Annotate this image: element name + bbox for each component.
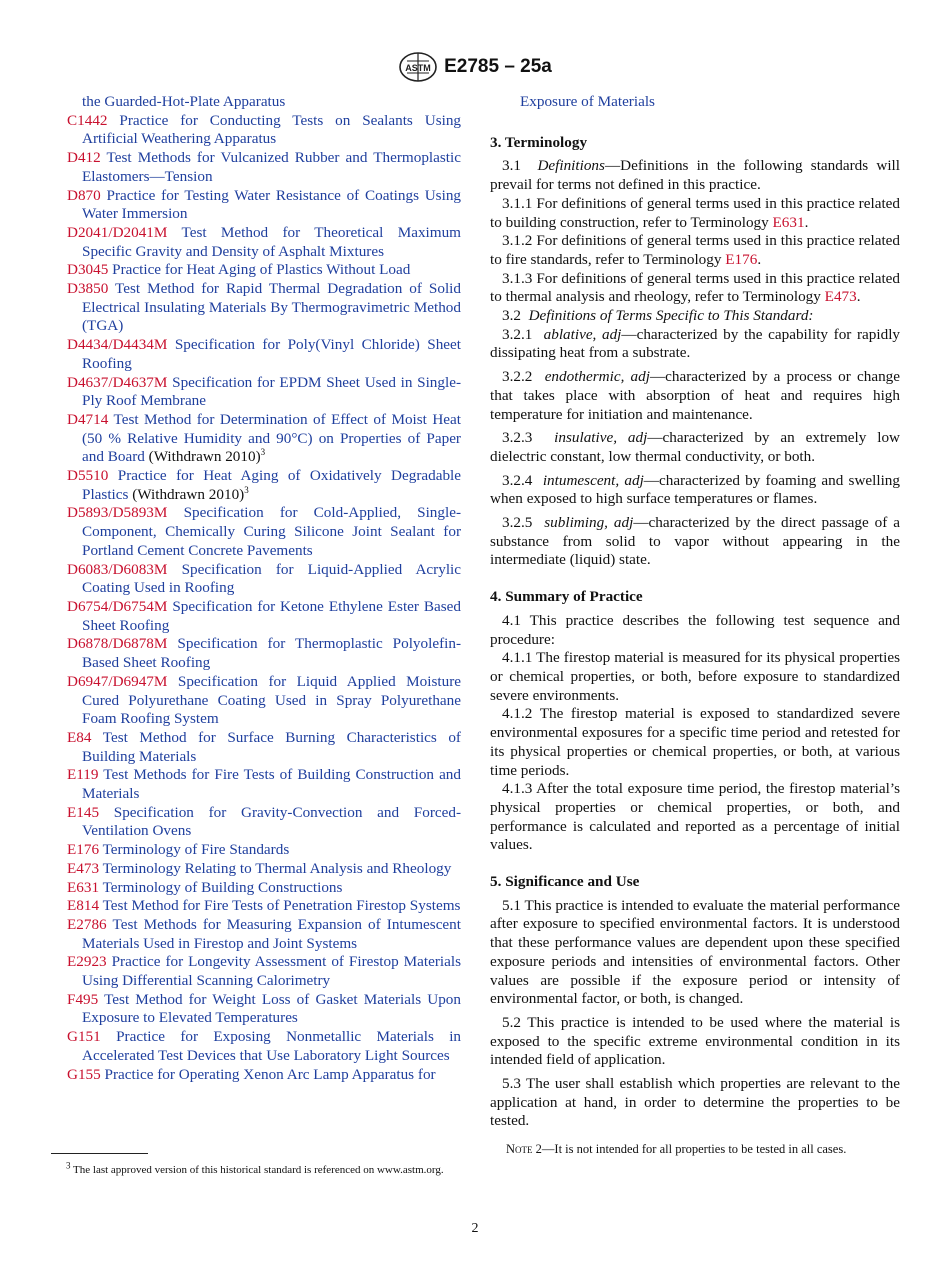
- reference-code[interactable]: D2041/D2041M: [67, 223, 168, 241]
- paragraph-3-1-1: 3.1.1 For definitions of general terms used in this practice related to building construction, refer to Terminology E631.: [490, 194, 900, 231]
- reference-code[interactable]: E119: [67, 766, 99, 784]
- reference-item[interactable]: [67, 1066, 461, 1085]
- reference-title[interactable]: Test Method for Determination of Effect of Moist Heat (50 % Relative Humidity and 90°C) on Properties of Paper and Board: [82, 410, 461, 466]
- reference-code[interactable]: D870: [67, 186, 101, 204]
- footnote-ref: 3: [244, 484, 249, 495]
- definition-3-2-3: 3.2.3 insulative, adj—characterized by an extremely low dielectric constant, low thermal conductivity, or both.: [490, 429, 901, 465]
- section-4-heading: 4. Summary of Practice: [490, 588, 643, 606]
- section-5-paragraph: 5.3 The user shall establish which properties are relevant to the application at hand, in order to determine the properties to be tested.: [490, 1075, 900, 1130]
- reference-item[interactable]: [67, 804, 461, 841]
- reference-code[interactable]: D4637/D4637M: [67, 373, 168, 391]
- reference-code[interactable]: E84: [67, 728, 92, 746]
- paragraph-3-2: 3.2 Definitions of Terms Specific to This Standard:: [502, 307, 814, 325]
- section-5-paragraph: 5.1 This practice is intended to evaluate the material performance after exposure to specified environmental factors. It is understood that these performance values are dependent upon these specified exposure periods and intensities of environmental factors. Other values are possible if the exposure period or intensity of environmental factor, or both, is changed.: [490, 896, 900, 1008]
- reference-item[interactable]: [67, 561, 461, 598]
- definition-term: insulative, adj: [554, 429, 648, 447]
- definitions-list: [490, 326, 900, 570]
- reference-item[interactable]: [67, 504, 461, 560]
- reference-title[interactable]: Test Methods for Measuring Expansion of Intumescent Materials Used in Firestop and Joint Systems: [82, 915, 461, 952]
- reference-item[interactable]: [67, 112, 461, 149]
- definition-term: subliming, adj: [544, 514, 634, 532]
- reference-code[interactable]: G155: [67, 1065, 101, 1083]
- reference-item[interactable]: [67, 897, 461, 916]
- page-header: [0, 50, 950, 84]
- reference-code[interactable]: D3850: [67, 280, 109, 298]
- reference-item[interactable]: [67, 860, 461, 879]
- section-4-paragraph: 4.1.3 After the total exposure time period, the firestop material’s physical properties or chemical properties, or both, and performance is calculated and reported as a percentage of initial values.: [490, 780, 900, 854]
- right-column: [490, 93, 900, 1159]
- reference-title[interactable]: Practice for Longevity Assessment of Firestop Materials Using Differential Scanning Calorimetry: [82, 953, 461, 990]
- reference-title[interactable]: Practice for Heat Aging of Plastics Without Load: [112, 261, 411, 279]
- reference-item[interactable]: [67, 149, 461, 186]
- page-number: 2: [471, 1221, 479, 1236]
- reference-title[interactable]: Practice for Heat Aging of Oxidatively Degradable Plastics: [82, 467, 462, 503]
- reference-item[interactable]: [67, 374, 461, 411]
- reference-title[interactable]: Specification for Gravity-Convection and Forced-Ventilation Ovens: [82, 803, 462, 840]
- reference-title[interactable]: Specification for EPDM Sheet Used in Single-Ply Roof Membrane: [82, 373, 462, 410]
- footnote-ref: 3: [260, 447, 266, 458]
- reference-item[interactable]: [67, 280, 461, 336]
- reference-title[interactable]: Practice for Testing Water Resistance of Coatings Using Water Immersion: [82, 186, 462, 223]
- link-e631[interactable]: E631: [772, 213, 805, 231]
- reference-item[interactable]: [67, 1028, 461, 1065]
- reference-title[interactable]: Terminology of Building Constructions: [102, 878, 343, 896]
- reference-code[interactable]: E176: [67, 841, 100, 859]
- reference-item[interactable]: [67, 879, 461, 898]
- section-4-paragraph: 4.1.1 The firestop material is measured for its physical properties or chemical properties, or both, before exposure to standardized severe environments.: [490, 649, 900, 704]
- withdrawn-note: (Withdrawn 2010): [128, 485, 245, 503]
- reference-code[interactable]: E2923: [67, 953, 107, 971]
- reference-code[interactable]: D6947/D6947M: [67, 672, 168, 690]
- reference-title[interactable]: Practice for Exposing Nonmetallic Materials in Accelerated Test Devices that Use Laboratory Light Sources: [82, 1028, 462, 1064]
- reference-item[interactable]: [67, 916, 461, 953]
- reference-item[interactable]: [67, 991, 461, 1028]
- paragraph-3-1-2: 3.1.2 For definitions of general terms used in this practice related to fire standards, refer to Terminology E176.: [490, 232, 900, 268]
- reference-item[interactable]: [67, 224, 461, 261]
- reference-item[interactable]: [67, 673, 461, 729]
- reference-code[interactable]: D6083/D6083M: [67, 560, 168, 578]
- definition-term: intumescent, adj: [542, 471, 644, 489]
- reference-title[interactable]: the Guarded-Hot-Plate Apparatus: [82, 93, 286, 110]
- section-4-paragraph: 4.1 This practice describes the following test sequence and procedure:: [490, 611, 900, 648]
- section-3-heading: 3. Terminology: [490, 133, 588, 151]
- footnote-divider: [51, 1153, 148, 1154]
- reference-code[interactable]: E473: [67, 859, 100, 877]
- paragraph-3-1-3: 3.1.3 For definitions of general terms used in this practice related to thermal analysis and rheology, refer to Terminology E473.: [490, 269, 900, 306]
- reference-item[interactable]: [67, 953, 461, 990]
- reference-title[interactable]: Specification for Cold-Applied, Single-Component, Chemically Curing Silicone Joint Sealant for Portland Cement Concrete Pavements: [82, 504, 462, 559]
- definition-3-2-2: 3.2.2 endothermic, adj—characterized by a process or change that takes place with absorption of heat and requires high temperature for initiation and maintenance.: [490, 368, 900, 423]
- reference-title[interactable]: Terminology Relating to Thermal Analysis and Rheology: [102, 859, 452, 877]
- section-4-paragraph: 4.1.2 The firestop material is exposed to standardized severe environmental exposures for a specific time period and retested for its physical properties or chemical properties, or both, at various time periods.: [490, 705, 900, 779]
- reference-list: [67, 93, 461, 1084]
- section-5-paragraph: 5.2 This practice is intended to be used where the material is exposed to the specific extreme environmental condition in its intended field of application.: [490, 1013, 900, 1069]
- reference-title[interactable]: Test Method for Theoretical Maximum Specific Gravity and Density of Asphalt Mixtures: [82, 223, 461, 260]
- reference-title[interactable]: Specification for Ketone Ethylene Ester Based Sheet Roofing: [82, 597, 462, 634]
- section-5-body: [490, 897, 900, 1131]
- reference-title[interactable]: Test Method for Surface Burning Characteristics of Building Materials: [82, 728, 461, 765]
- reference-title[interactable]: Test Method for Weight Loss of Gasket Materials Upon Exposure to Elevated Temperatures: [82, 990, 461, 1027]
- reference-code[interactable]: E2786: [67, 915, 107, 933]
- reference-code[interactable]: D5510: [67, 467, 109, 485]
- reference-item[interactable]: [67, 411, 461, 467]
- link-e473[interactable]: E473: [824, 288, 857, 306]
- reference-code[interactable]: D412: [67, 149, 101, 167]
- reference-title[interactable]: Specification for Liquid Applied Moisture Cured Polyurethane Coating Used in Spray Polyurethane Foam Roofing System: [82, 672, 462, 728]
- svg-text:ASTM: ASTM: [405, 63, 431, 73]
- definition-3-2-5: 3.2.5 subliming, adj—characterized by the direct passage of a substance from solid to vapor without appearing in the intermediate (liquid) state.: [490, 514, 900, 569]
- definition-term: ablative, adj: [543, 325, 622, 343]
- reference-title[interactable]: Practice for Conducting Tests on Sealants Using Artificial Weathering Apparatus: [82, 111, 462, 148]
- paragraph-3-1: 3.1 Definitions—Definitions in the following standards will prevail for terms not defined in this practice.: [490, 157, 900, 194]
- definition-3-2-4: 3.2.4 intumescent, adj—characterized by foaming and swelling when exposed to high surface temperatures or flames.: [490, 471, 900, 508]
- reference-title[interactable]: Practice for Operating Xenon Arc Lamp Apparatus for: [104, 1065, 436, 1083]
- reference-title[interactable]: Terminology of Fire Standards: [102, 841, 290, 859]
- reference-title[interactable]: Test Methods for Fire Tests of Building Construction and Materials: [82, 766, 461, 803]
- reference-title[interactable]: Test Method for Fire Tests of Penetration Firestop Systems: [102, 897, 461, 915]
- definition-3-2-1: 3.2.1 ablative, adj—characterized by the capability for rapidly dissipating heat from a substrate.: [490, 325, 901, 362]
- reference-code[interactable]: D3045: [67, 261, 109, 279]
- reference-item[interactable]: [67, 261, 461, 280]
- reference-item[interactable]: [67, 336, 461, 373]
- section-5-heading: 5. Significance and Use: [490, 873, 640, 891]
- reference-item[interactable]: [67, 598, 461, 635]
- reference-code[interactable]: D4714: [67, 410, 109, 428]
- link-e176[interactable]: E176: [725, 250, 758, 268]
- reference-title[interactable]: Specification for Thermoplastic Polyolefin-Based Sheet Roofing: [82, 635, 462, 672]
- reference-title[interactable]: Specification for Liquid-Applied Acrylic Coating Used in Roofing: [82, 560, 461, 597]
- reference-code[interactable]: C1442: [67, 111, 108, 129]
- reference-code[interactable]: F495: [67, 990, 99, 1008]
- reference-code[interactable]: E631: [67, 878, 100, 896]
- reference-item[interactable]: [67, 187, 461, 224]
- footnote-3: $^3$ The last approved version of this historical standard is referenced on www.astm.org.: [66, 1160, 444, 1176]
- reference-item[interactable]: [67, 841, 461, 860]
- reference-code[interactable]: E145: [67, 803, 100, 821]
- reference-code[interactable]: D4434/D4434M: [67, 336, 168, 354]
- note-2: Note 2—It is not intended for all properties to be tested in all cases.: [506, 1142, 847, 1157]
- reference-title[interactable]: Test Method for Rapid Thermal Degradation of Solid Electrical Insulating Materials By Thermogravimetric Method (TGA): [82, 280, 461, 335]
- section-4-body: [490, 612, 900, 855]
- reference-title[interactable]: Test Methods for Vulcanized Rubber and Thermoplastic Elastomers—Tension: [82, 149, 461, 185]
- reference-code[interactable]: G151: [67, 1028, 101, 1046]
- astm-logo-icon: [398, 51, 438, 83]
- reference-code[interactable]: E814: [67, 897, 100, 915]
- reference-continuation[interactable]: Exposure of Materials: [520, 93, 655, 110]
- reference-item[interactable]: [67, 93, 461, 112]
- reference-title[interactable]: Specification for Poly(Vinyl Chloride) Sheet Roofing: [82, 336, 461, 372]
- reference-item[interactable]: [67, 729, 461, 766]
- reference-code[interactable]: D6878/D6878M: [67, 635, 168, 653]
- standard-id: E2785 – 25a: [444, 56, 552, 77]
- reference-item[interactable]: [67, 467, 461, 504]
- reference-code[interactable]: D5893/D5893M: [67, 504, 168, 522]
- reference-item[interactable]: [67, 635, 461, 672]
- reference-item[interactable]: [67, 766, 461, 803]
- definition-term: endothermic, adj: [544, 368, 650, 386]
- reference-code[interactable]: D6754/D6754M: [67, 597, 168, 615]
- withdrawn-note: (Withdrawn 2010): [144, 448, 261, 466]
